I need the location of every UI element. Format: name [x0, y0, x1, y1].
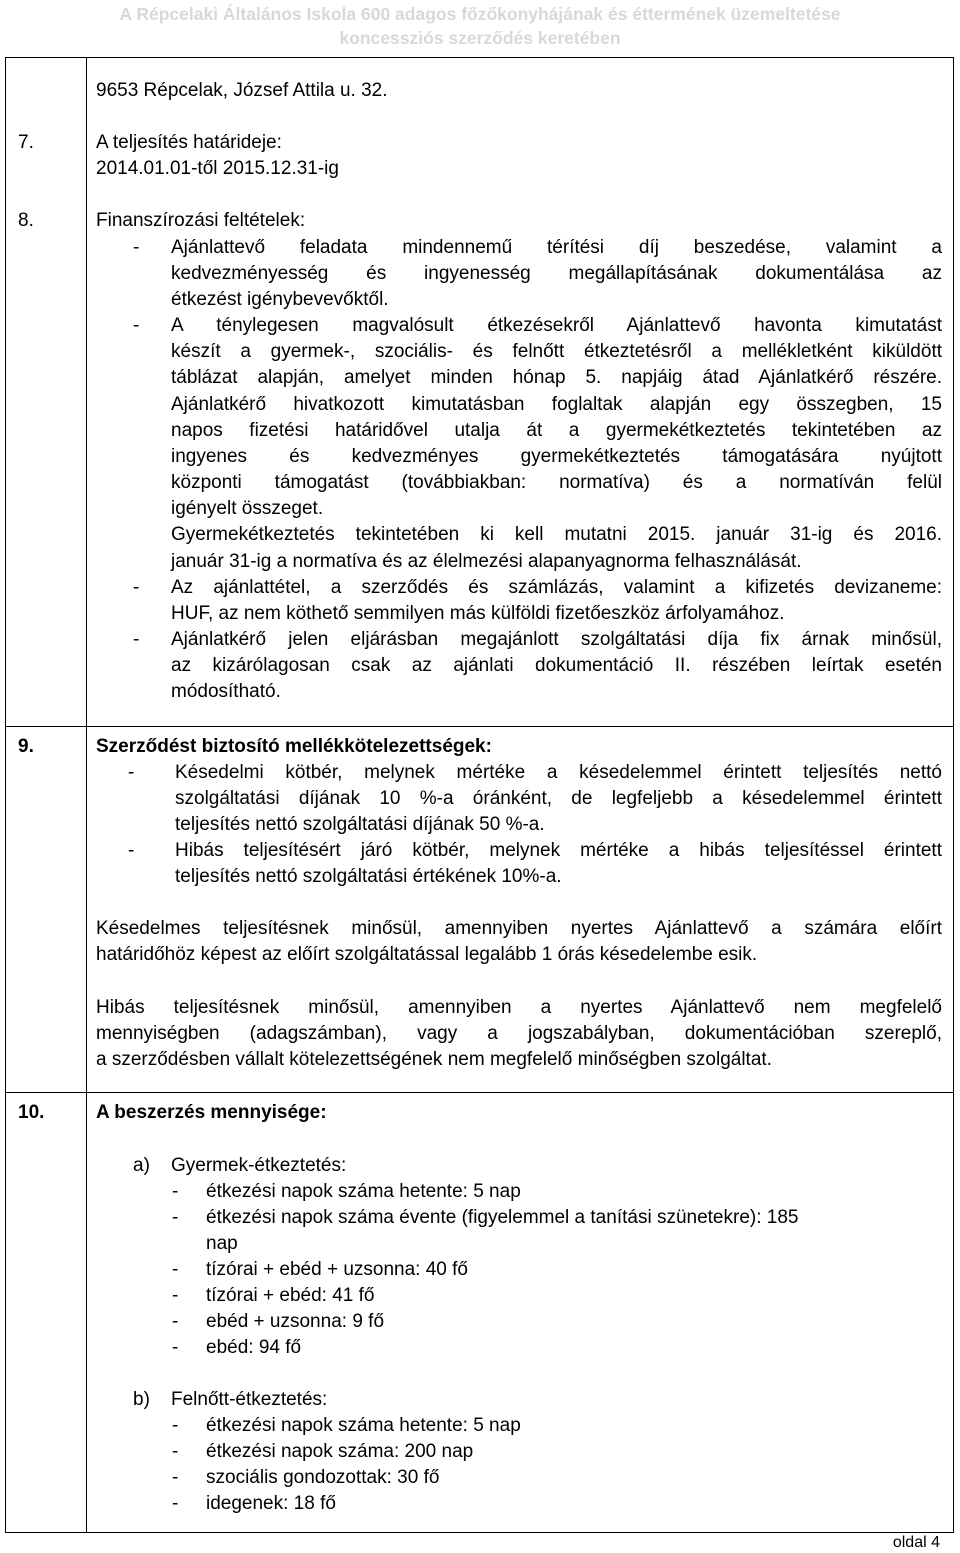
- section-8-bullet-3-dash: -: [133, 577, 140, 598]
- section-10-a-item-2-continued: nap: [206, 1233, 238, 1254]
- section-8-number: 8.: [18, 210, 34, 231]
- table-top-border: [5, 57, 954, 58]
- section-9-paragraph-2-line-3: a szerződésben vállalt kötelezettségének nem megfelelő minőségben szolgáltat.: [96, 1049, 772, 1070]
- section-10-b-item-1: étkezési napok száma hetente: 5 nap: [206, 1415, 521, 1436]
- section-10-b-label: b): [133, 1389, 150, 1410]
- table-bottom-border: [5, 1532, 954, 1533]
- section-8-bullet-2-line-2: készít a gyermek-, szociális- és felnőtt étkeztetésről a mellékletként kiküldött: [171, 341, 942, 362]
- header-line-2: koncessziós szerződés keretében: [339, 28, 621, 48]
- section-10-a-item-1: étkezési napok száma hetente: 5 nap: [206, 1181, 521, 1202]
- header-line-1: A Répcelaki Általános Iskola 600 adagos főzőkonyhájának és éttermének üzemeltetése: [119, 4, 841, 24]
- section-8-bullet-2-line-6: ingyenes és kedvezményes gyermekétkeztetés támogatására nyújtott: [171, 446, 942, 467]
- section-10-a-item-3: tízórai + ebéd + uzsonna: 40 fő: [206, 1259, 468, 1280]
- page-header: [0, 0, 960, 58]
- section-10-a-dash-1: -: [172, 1181, 179, 1202]
- section-10-a-dash-2: -: [172, 1207, 179, 1228]
- section-8-bullet-1-line-3: étkezést igénybevevőktől.: [171, 289, 389, 310]
- section-9-number: 9.: [18, 736, 34, 757]
- section-8-bullet-2-dash: -: [133, 315, 140, 336]
- section-8-bullet-2-line-5: napos fizetési határidővel utalja át a gyermekétkeztetés tekintetében az: [171, 420, 942, 441]
- section-10-a-title: Gyermek-étkeztetés:: [171, 1155, 347, 1176]
- section-9-paragraph-1-line-1: Késedelmes teljesítésnek minősül, amennyiben nyertes Ajánlattevő a számára előírt: [96, 918, 942, 939]
- section-10-b-title: Felnőtt-étkeztetés:: [171, 1389, 328, 1410]
- address-text: 9653 Répcelak, József Attila u. 32.: [96, 80, 388, 101]
- section-8-bullet-1-line-2: kedvezményesség és ingyenesség megállapításának dokumentálása az: [171, 263, 942, 284]
- section-7-number: 7.: [18, 132, 34, 153]
- table-column-divider: [86, 57, 87, 1533]
- section-8-bullet-4-dash: -: [133, 629, 140, 650]
- section-10-a-item-2: étkezési napok száma évente (figyelemmel a tanítási szünetekre): 185: [206, 1207, 799, 1228]
- section-8-title: Finanszírozási feltételek:: [96, 210, 306, 231]
- section-10-b-item-4: idegenek: 18 fő: [206, 1493, 336, 1514]
- section-10-a-label: a): [133, 1155, 150, 1176]
- section-10-a-dash-4: -: [172, 1285, 179, 1306]
- section-9-bullet-1-line-2: szolgáltatási díjának 10 %-a óránként, de legfeljebb a késedelemmel érintett: [175, 788, 942, 809]
- section-8-bullet-4-line-3: módosítható.: [171, 681, 281, 702]
- section-10-b-item-3: szociális gondozottak: 30 fő: [206, 1467, 440, 1488]
- section-8-bullet-2-line-1: A ténylegesen magvalósult étkezésekről Ajánlattevő havonta kimutatást: [171, 315, 942, 336]
- section-9-bullet-2-line-1: Hibás teljesítésért járó kötbér, melynek mértéke a hibás teljesítéssel érintett: [175, 840, 942, 861]
- section-9-bullet-2-dash: -: [128, 840, 135, 861]
- section-9-bullet-2-line-2: teljesítés nettó szolgáltatási értékének 10%-a.: [175, 866, 562, 887]
- section-10-b-dash-4: -: [172, 1493, 179, 1514]
- section-10-title: A beszerzés mennyisége:: [96, 1102, 327, 1123]
- section-10-a-dash-3: -: [172, 1259, 179, 1280]
- section-8-bullet-4-line-1: Ajánlatkérő jelen eljárásban megajánlott szolgáltatási díja fix árnak minősül,: [171, 629, 942, 650]
- section-8-bullet-2-line-7: központi támogatást (továbbiakban: normatíva) és a normatíván felül: [171, 472, 942, 493]
- section-8-bullet-1-line-1: Ajánlattevő feladata mindennemű térítési díj beszedése, valamint a: [171, 237, 942, 258]
- table-row-divider-9: [5, 726, 954, 727]
- section-8-bullet-2-line-3: táblázat alapján, amelyet minden hónap 5. napjáig átad Ajánlatkérő részére.: [171, 367, 942, 388]
- section-8-bullet-2-line-4: Ajánlatkérő hivatkozott kimutatásban foglaltak alapján egy összegben, 15: [171, 394, 942, 415]
- section-9-bullet-1-line-1: Késedelmi kötbér, melynek mértéke a késedelemmel érintett teljesítés nettó: [175, 762, 942, 783]
- section-10-a-dash-5: -: [172, 1311, 179, 1332]
- section-9-paragraph-2-line-1: Hibás teljesítésnek minősül, amennyiben a nyertes Ajánlattevő nem megfelelő: [96, 997, 942, 1018]
- section-10-number: 10.: [18, 1102, 45, 1123]
- table-left-border: [5, 57, 6, 1533]
- section-9-bullet-1-line-3: teljesítés nettó szolgáltatási díjának 50 %-a.: [175, 814, 545, 835]
- section-8-bullet-3-line-2: HUF, az nem köthető semmilyen más külföldi fizetőeszköz árfolyamához.: [171, 603, 785, 624]
- section-7-deadline: 2014.01.01-től 2015.12.31-ig: [96, 158, 339, 179]
- section-10-a-item-6: ebéd: 94 fő: [206, 1337, 302, 1358]
- section-7-title: A teljesítés határideje:: [96, 132, 282, 153]
- section-8-bullet-1-dash: -: [133, 237, 140, 258]
- section-10-b-dash-3: -: [172, 1467, 179, 1488]
- table-right-border: [953, 57, 954, 1533]
- section-8-bullet-3-line-1: Az ajánlattétel, a szerződés és számlázás, valamint a kifizetés devizaneme:: [171, 577, 942, 598]
- section-8-bullet-4-line-2: az kizárólagosan csak az ajánlati dokumentáció II. részében leírtak esetén: [171, 655, 942, 676]
- section-10-a-dash-6: -: [172, 1337, 179, 1358]
- section-9-paragraph-2-line-2: mennyiségben (adagszámban), vagy a jogszabályban, dokumentációban szereplő,: [96, 1023, 942, 1044]
- section-9-bullet-1-dash: -: [128, 762, 135, 783]
- section-10-b-item-2: étkezési napok száma: 200 nap: [206, 1441, 474, 1462]
- section-10-b-dash-2: -: [172, 1441, 179, 1462]
- section-8-bullet-2-line-9: Gyermekétkeztetés tekintetében ki kell mutatni 2015. január 31-ig és 2016.: [171, 524, 942, 545]
- page-number: oldal 4: [892, 1534, 940, 1551]
- section-8-bullet-2-line-10: január 31-ig a normatíva és az élelmezési alapanyagnorma felhasználását.: [171, 551, 802, 572]
- table-row-divider-10: [5, 1092, 954, 1093]
- section-10-a-item-4: tízórai + ebéd: 41 fő: [206, 1285, 375, 1306]
- section-8-bullet-2-line-8: igényelt összeget.: [171, 498, 324, 519]
- section-9-paragraph-1-line-2: határidőhöz képest az előírt szolgáltatással legalább 1 órás késedelembe esik.: [96, 944, 758, 965]
- section-10-a-item-5: ebéd + uzsonna: 9 fő: [206, 1311, 385, 1332]
- section-10-b-dash-1: -: [172, 1415, 179, 1436]
- section-9-title: Szerződést biztosító mellékkötelezettségek:: [96, 736, 492, 757]
